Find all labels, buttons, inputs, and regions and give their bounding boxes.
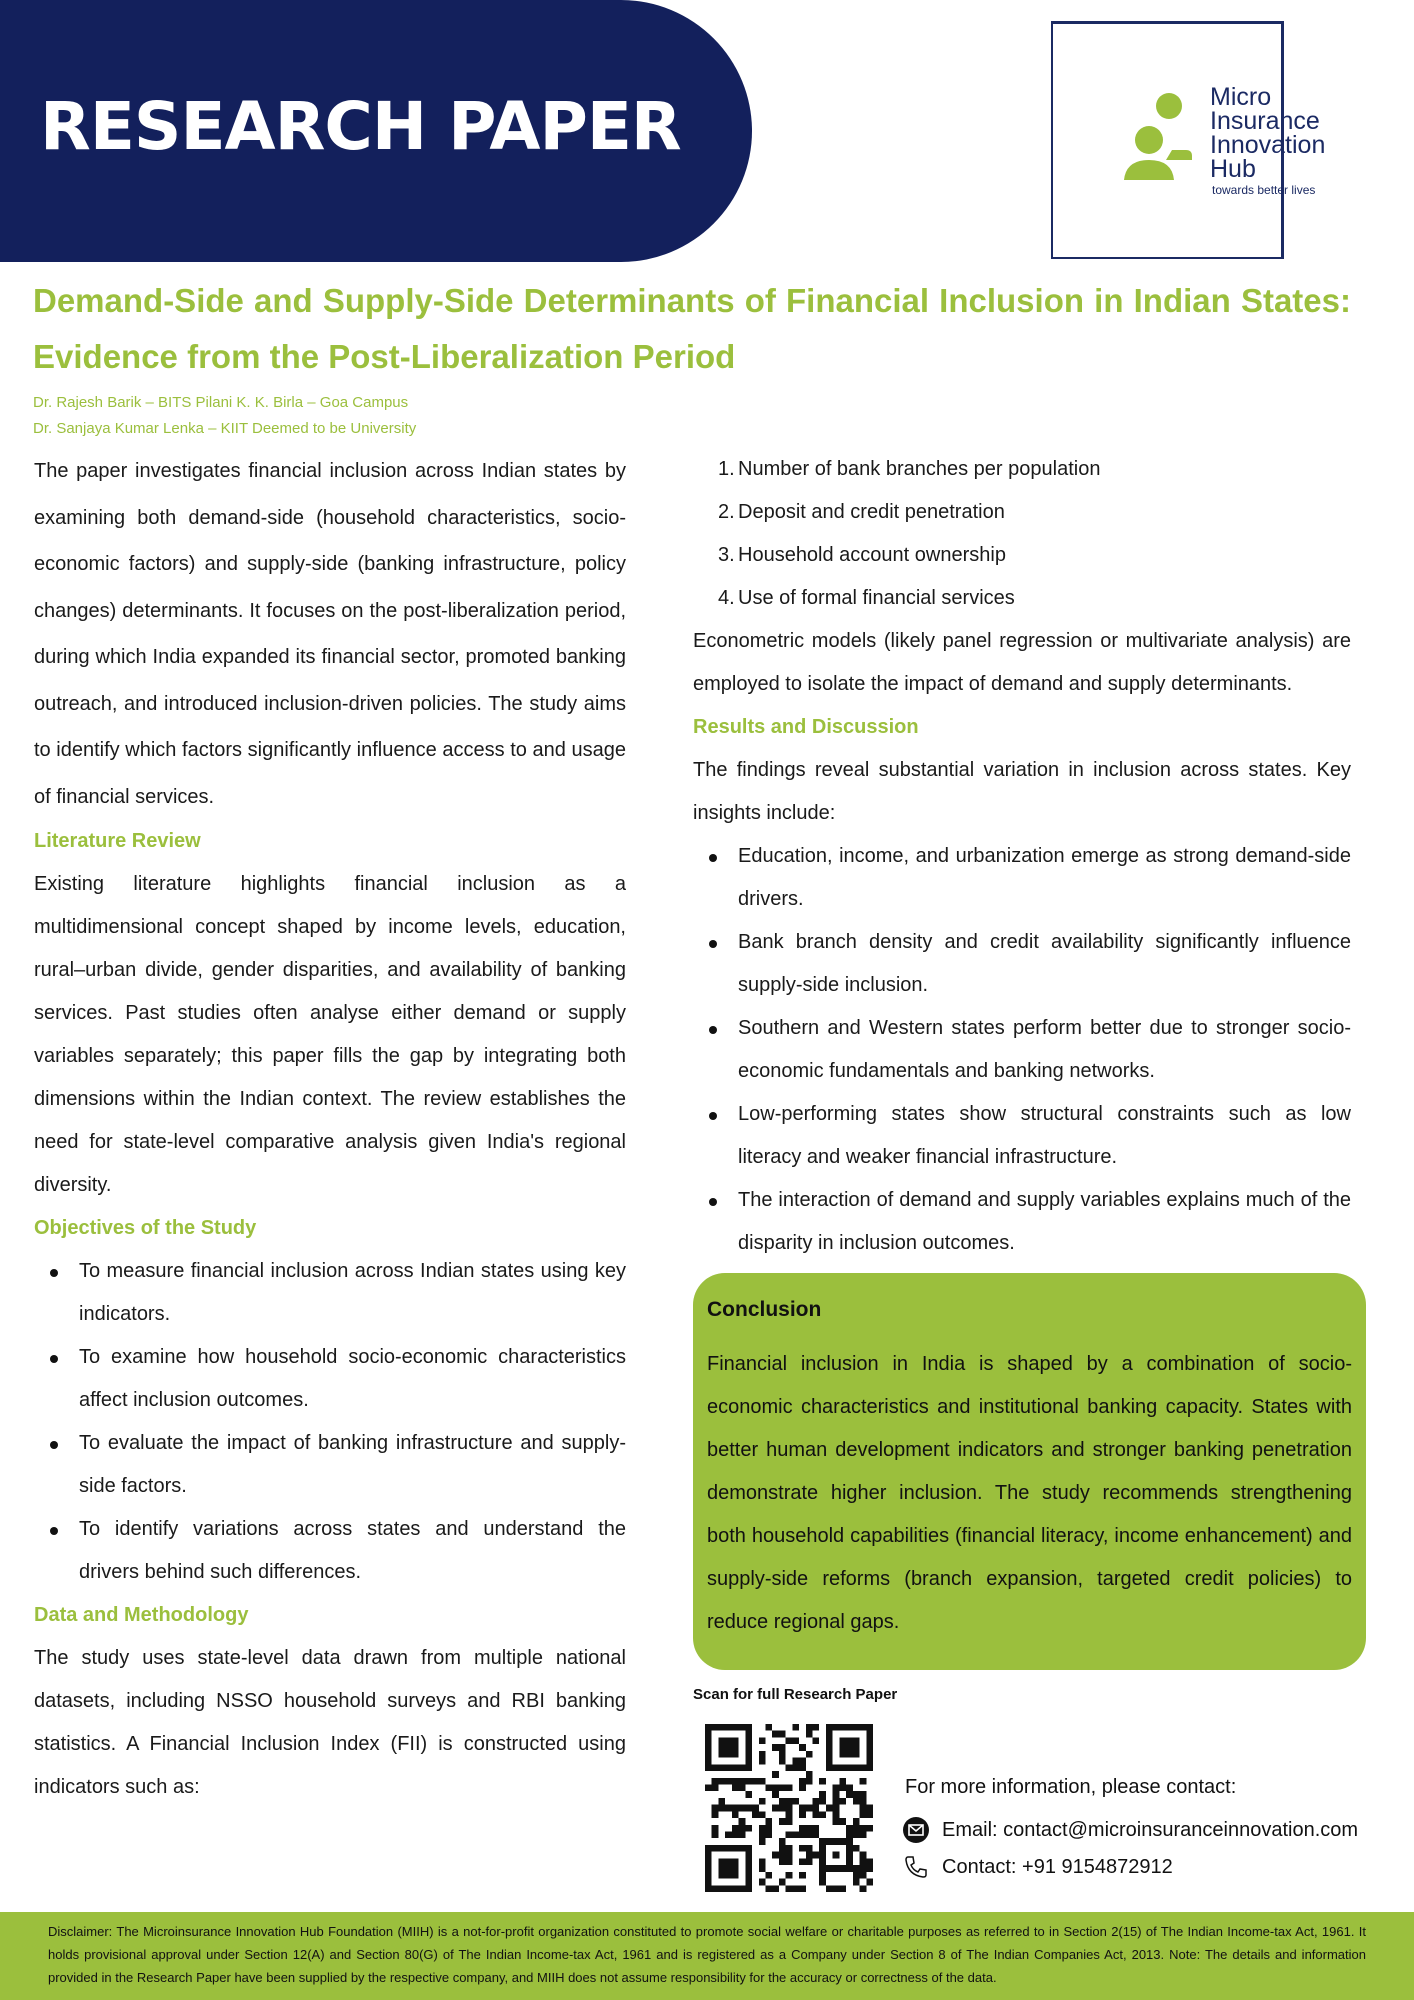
authors xyxy=(33,390,416,442)
email-row xyxy=(902,1816,1358,1844)
list-item: 4. Use of formal financial services xyxy=(718,587,1015,609)
logo-line-2: Insurance xyxy=(1210,107,1320,135)
results-heading: Results and Discussion xyxy=(693,716,919,738)
logo-tagline: towards better lives xyxy=(1212,183,1316,197)
email-icon xyxy=(902,1816,930,1844)
email-link[interactable]: Email: contact@microinsuranceinnovation.com xyxy=(942,1818,1359,1841)
header-title: RESEARCH PAPER xyxy=(40,88,681,165)
left-column xyxy=(34,448,626,1809)
list-item: 1. Number of bank branches per population xyxy=(718,458,1101,480)
list-item: 2. Deposit and credit penetration xyxy=(718,501,1005,523)
list-item: Southern and Western states perform better due to stronger socio-economic fundamentals and banking networks. xyxy=(693,1007,1351,1093)
author-1: Dr. Rajesh Barik – BITS Pilani K. K. Birla – Goa Campus xyxy=(33,394,409,411)
logo-line-4: Hub xyxy=(1210,155,1256,183)
conclusion-paragraph: Financial inclusion in India is shaped by a combination of socio-economic characteristics and institutional banking capacity. States with better human development indicators and stronger banking penetration demonstrate higher inclusion. The study recommends strengthening both household capabilities (financial literacy, income enhancement) and supply-side reforms (branch expansion, targeted credit policies) to reduce regional gaps. xyxy=(707,1353,1352,1633)
phone-icon xyxy=(902,1853,930,1881)
right-column xyxy=(693,448,1351,1265)
disclaimer: Disclaimer: The Microinsurance Innovation Hub Foundation (MIIH) is a not-for-profit organization constituted to promote social welfare or charitable purposes as referred to in Section 2(15) of The Indian Income-tax Act, 1961. It holds provisional approval under Section 12(A) and Section 80(G) of The Indian Income-tax Act, 1961 and is registered as a Company under Section 8 of The Indian Companies Act, 2013. Note: The details and information provided in the Research Paper have been supplied by the respective company, and MIIH does not assume responsibility for the accuracy or correctness of the data. xyxy=(0,1912,1414,2000)
scan-label: Scan for full Research Paper xyxy=(693,1686,898,1703)
literature-paragraph: Existing literature highlights financial inclusion as a multidimensional concept shaped by income levels, education, rural–urban divide, gender disparities, and availability of banking services. Past studies often analyse either demand or supply variables separately; this paper fills the gap by integrating both dimensions within the Indian context. The review establishes the need for state-level comparative analysis given India's regional diversity. xyxy=(34,873,626,1196)
list-item: The interaction of demand and supply variables explains much of the disparity in inclusion outcomes. xyxy=(693,1179,1351,1265)
objectives-heading: Objectives of the Study xyxy=(34,1217,257,1239)
results-list xyxy=(693,835,1351,1265)
qr-code[interactable] xyxy=(705,1724,873,1892)
list-item: 3. Household account ownership xyxy=(718,544,1006,566)
phone-row xyxy=(902,1853,1173,1881)
author-2: Dr. Sanjaya Kumar Lenka – KIIT Deemed to be University xyxy=(33,420,417,437)
logo-line-3: Innovation xyxy=(1210,131,1326,159)
conclusion-box xyxy=(693,1273,1366,1670)
header-band xyxy=(0,0,752,262)
literature-heading: Literature Review xyxy=(34,830,201,852)
indicator-list xyxy=(693,448,1351,620)
list-item: Low-performing states show structural constraints such as low literacy and weaker financial infrastructure. xyxy=(693,1093,1351,1179)
models-paragraph: Econometric models (likely panel regression or multivariate analysis) are employed to isolate the impact of demand and supply determinants. xyxy=(693,630,1351,695)
methodology-paragraph: The study uses state-level data drawn from multiple national datasets, including NSSO household surveys and RBI banking statistics. A Financial Inclusion Index (FII) is constructed using indicators such as: xyxy=(34,1647,626,1798)
list-item: To examine how household socio-economic characteristics affect inclusion outcomes. xyxy=(34,1336,626,1422)
paper-title: Demand-Side and Supply-Side Determinants of Financial Inclusion in Indian States: Evidence from the Post-Liberalization Period xyxy=(33,282,1351,375)
list-item: To identify variations across states and understand the drivers behind such differences. xyxy=(34,1508,626,1594)
logo-line-1: Micro xyxy=(1210,83,1272,111)
list-item: Education, income, and urbanization emerge as strong demand-side drivers. xyxy=(693,835,1351,921)
phone-number[interactable]: Contact: +91 9154872912 xyxy=(942,1855,1173,1878)
list-item: Bank branch density and credit availability significantly influence supply-side inclusion. xyxy=(693,921,1351,1007)
objectives-list xyxy=(34,1250,626,1594)
logo-people-icon xyxy=(1122,92,1192,182)
list-item: To evaluate the impact of banking infrastructure and supply-side factors. xyxy=(34,1422,626,1508)
list-item: To measure financial inclusion across Indian states using key indicators. xyxy=(34,1250,626,1336)
contact-heading: For more information, please contact: xyxy=(905,1776,1237,1798)
intro-paragraph: The paper investigates financial inclusion across Indian states by examining both demand-side (household characteristics, socio-economic factors) and supply-side (banking infrastructure, policy changes) determinants. It focuses on the post-liberalization period, during which India expanded its financial sector, promoted banking outreach, and introduced inclusion-driven policies. The study aims to identify which factors significantly influence access to and usage of financial services. xyxy=(34,460,626,808)
logo-wordmark xyxy=(1210,85,1325,181)
methodology-heading: Data and Methodology xyxy=(34,1604,249,1626)
conclusion-heading: Conclusion xyxy=(707,1298,822,1321)
results-paragraph: The findings reveal substantial variation in inclusion across states. Key insights include: xyxy=(693,759,1351,824)
